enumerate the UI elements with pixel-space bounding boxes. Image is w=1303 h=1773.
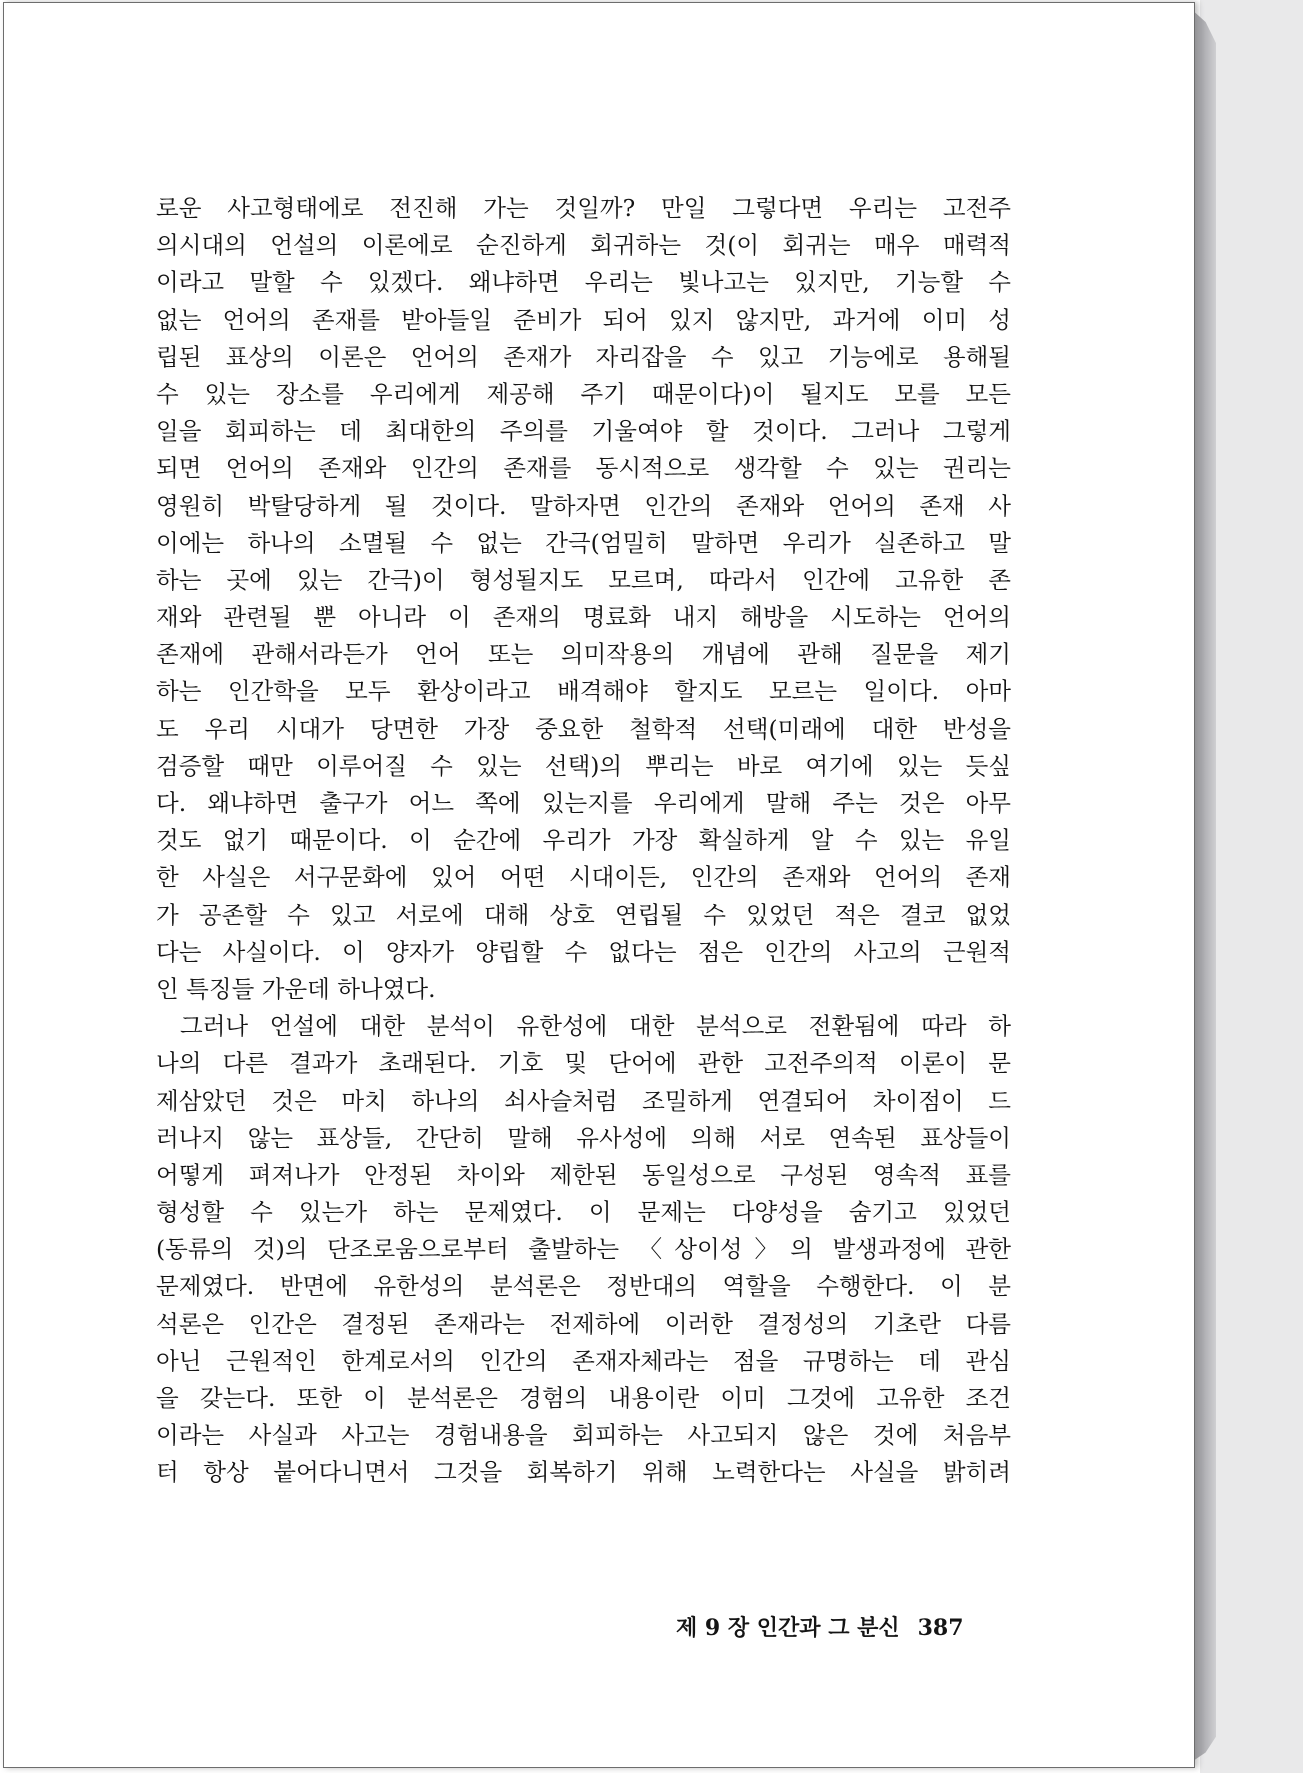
text-line: 수 있는 장소를 우리에게 제공해 주기 때문이다)이 될지도 모를 모든	[156, 379, 1011, 408]
text-line: 문제였다. 반면에 유한성의 분석론은 정반대의 역할을 수행한다. 이 분	[156, 1272, 1011, 1301]
text-line: (동류의 것)의 단조로움으로부터 출발하는 〈상이성〉의 발생과정에 관한	[156, 1235, 1011, 1264]
text-line: 석론은 인간은 결정된 존재라는 전제하에 이러한 결정성의 기초란 다름	[156, 1309, 1011, 1338]
running-footer	[676, 1611, 964, 1642]
text-line: 하는 곳에 있는 간극)이 형성될지도 모르며, 따라서 인간에 고유한 존	[156, 565, 1011, 594]
text-line: 다는 사실이다. 이 양자가 양립할 수 없다는 점은 인간의 사고의 근원적	[156, 937, 1012, 966]
text-line: 다. 왜냐하면 출구가 어느 쪽에 있는지를 우리에게 말해 주는 것은 아무	[156, 789, 1011, 817]
text-line: 립된 표상의 이론은 언어의 존재가 자리잡을 수 있고 기능에로 용해될	[156, 342, 1011, 371]
text-line: 어떻게 펴져나가 안정된 차이와 제한된 동일성으로 구성된 영속적 표를	[156, 1160, 1011, 1189]
text-line: 의시대의 언설의 이론에로 순진하게 회귀하는 것(이 회귀는 매우 매력적	[156, 231, 1011, 260]
text-line: 터 항상 붙어다니면서 그것을 회복하기 위해 노력한다는 사실을 밝히려	[156, 1458, 1011, 1487]
text-line: 일을 회피하는 데 최대한의 주의를 기울여야 할 것이다. 그러나 그렇게	[156, 417, 1011, 446]
text-line: 이라는 사실과 사고는 경험내용을 회피하는 사고되지 않은 것에 처음부	[156, 1421, 1011, 1450]
text-line: 인 특징들 가운데 하나였다.	[156, 974, 436, 1003]
text-line: 재와 관련될 뿐 아니라 이 존재의 명료화 내지 해방을 시도하는 언어의	[156, 603, 1011, 632]
text-line: 되면 언어의 존재와 인간의 존재를 동시적으로 생각할 수 있는 권리는	[156, 454, 1011, 483]
text-line: 을 갖는다. 또한 이 분석론은 경험의 내용이란 이미 그것에 고유한 조건	[156, 1384, 1012, 1412]
text-line: 아닌 근원적인 한계로서의 인간의 존재자체라는 점을 규명하는 데 관심	[156, 1346, 1011, 1375]
text-line: 검증할 때만 이루어질 수 있는 선택)의 뿌리는 바로 여기에 있는 듯싶	[156, 751, 1011, 780]
book-page	[3, 2, 1195, 1768]
text-line: 이에는 하나의 소멸될 수 없는 간극(엄밀히 말하면 우리가 실존하고 말	[156, 528, 1011, 557]
text-line: 그러나 언설에 대한 분석이 유한성에 대한 분석으로 전환됨에 따라 하	[180, 1012, 1011, 1041]
text-line: 것도 없기 때문이다. 이 순간에 우리가 가장 확실하게 알 수 있는 유일	[156, 826, 1011, 855]
text-line: 제삼았던 것은 마치 하나의 쇠사슬처럼 조밀하게 연결되어 차이점이 드	[156, 1086, 1011, 1115]
text-line: 러나지 않는 표상들, 간단히 말해 유사성에 의해 서로 연속된 표상들이	[156, 1123, 1011, 1152]
text-line: 로운 사고형태에로 전진해 가는 것일까? 만일 그렇다면 우리는 고전주	[156, 194, 1011, 222]
text-line: 가 공존할 수 있고 서로에 대해 상호 연립될 수 있었던 적은 결코 없었	[156, 900, 1011, 929]
text-line: 이라고 말할 수 있겠다. 왜냐하면 우리는 빛나고는 있지만, 기능할 수	[156, 268, 1011, 297]
page-number: 387	[917, 1615, 964, 1641]
text-line: 나의 다른 결과가 초래된다. 기호 및 단어에 관한 고전주의적 이론이 문	[156, 1049, 1011, 1078]
text-line: 형성할 수 있는가 하는 문제였다. 이 문제는 다양성을 숨기고 있었던	[156, 1198, 1011, 1227]
chapter-title: 제 9 장 인간과 그 분신	[676, 1615, 900, 1641]
text-line: 없는 언어의 존재를 받아들일 준비가 되어 있지 않지만, 과거에 이미 성	[156, 305, 1011, 334]
text-line: 존재에 관해서라든가 언어 또는 의미작용의 개념에 관해 질문을 제기	[156, 640, 1011, 669]
text-line: 도 우리 시대가 당면한 가장 중요한 철학적 선택(미래에 대한 반성을	[156, 714, 1011, 743]
text-line: 하는 인간학을 모두 환상이라고 배격해야 할지도 모르는 일이다. 아마	[156, 677, 1011, 706]
text-line: 영원히 박탈당하게 될 것이다. 말하자면 인간의 존재와 언어의 존재 사	[156, 491, 1011, 520]
paragraph-1	[156, 190, 1011, 1008]
paragraph-2	[156, 1008, 1011, 1491]
body-text	[156, 190, 1011, 1492]
text-line: 한 사실은 서구문화에 있어 어떤 시대이든, 인간의 존재와 언어의 존재	[156, 863, 1011, 892]
